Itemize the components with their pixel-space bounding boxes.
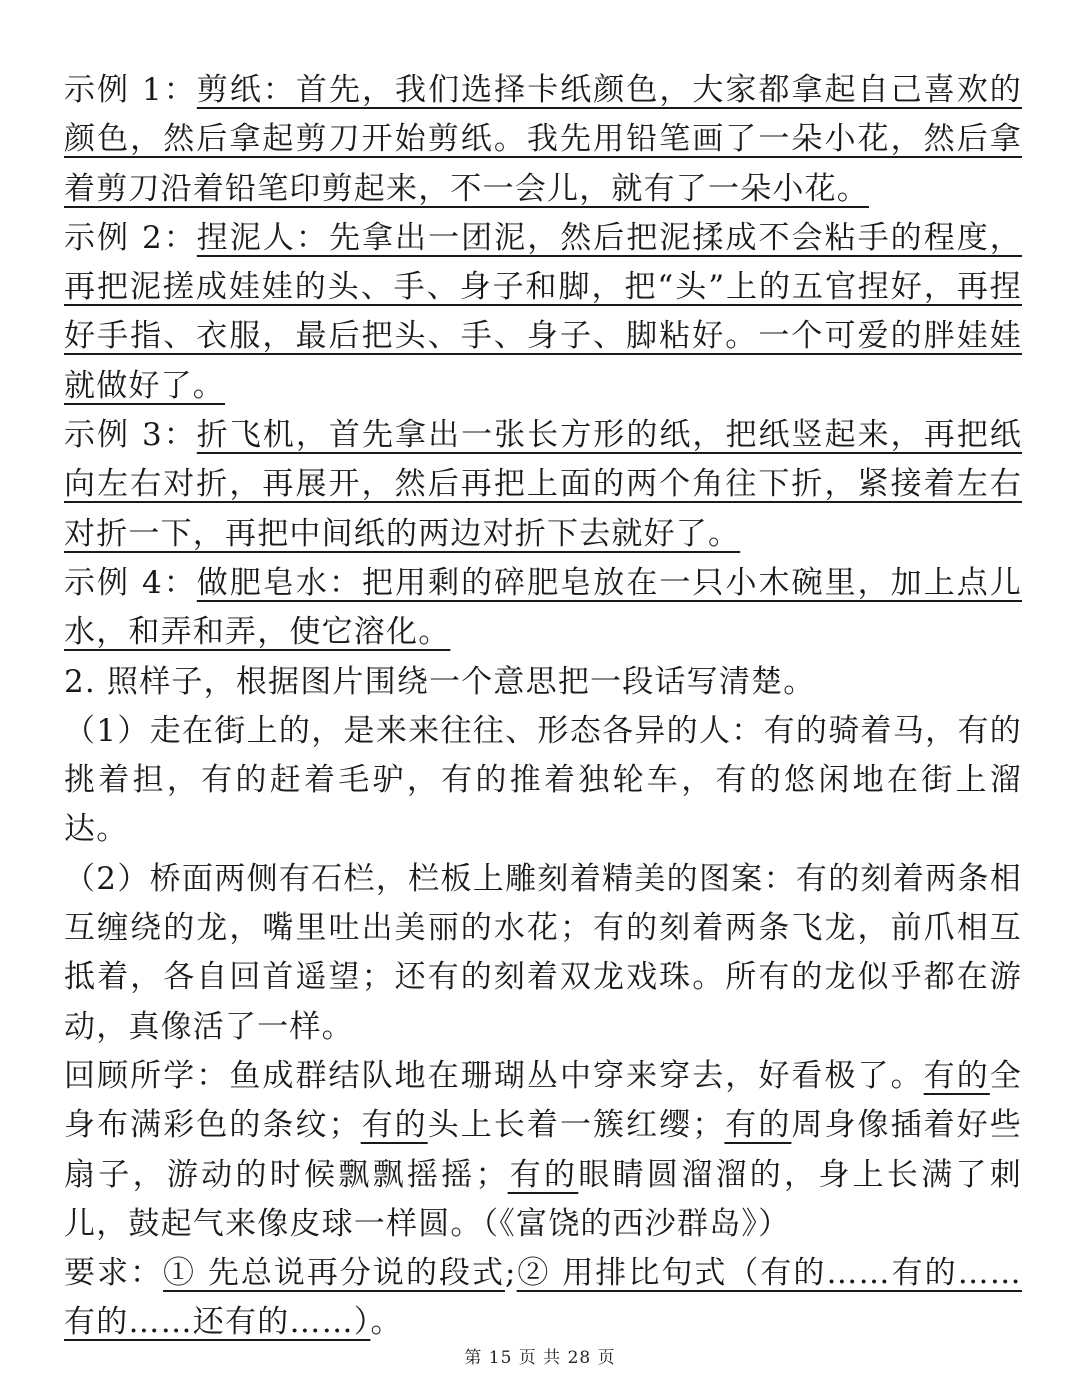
- example-2: [64, 214, 1022, 411]
- example-4-text: 做肥皂水：把用剩的碎肥皂放在一只小木碗里，加上点儿水，和弄和弄，使它溶化。: [64, 564, 1023, 651]
- review-sentence-4: 周身像插着好些扇子，游动的时候飘飘摇摇；: [64, 1107, 1022, 1193]
- example-3-label: 示例 3：: [64, 417, 197, 454]
- requirement-item-2: ② 用排比句式（有的……有的……有的……还有的……）: [64, 1255, 1022, 1341]
- review-sentence-5: 眼睛圆溜溜的，身上长满了刺儿，鼓起气来像皮球一样圆。（《富饶的西沙群岛》）: [64, 1156, 1022, 1242]
- requirement-item-1: ① 先总说再分说的段式: [163, 1255, 505, 1292]
- example-2-label: 示例 2：: [64, 219, 197, 256]
- review-paragraph: [64, 1052, 1022, 1249]
- example-1-label: 示例 1：: [64, 72, 197, 108]
- review-sentence-1: 鱼成群结队地在珊瑚丛中穿来穿去，好看极了。: [229, 1057, 924, 1094]
- page-number-footer: 第 15 页 共 28 页: [464, 1348, 616, 1368]
- review-label: 回顾所学：: [64, 1057, 230, 1094]
- review-sentence-3: 头上长着一簇红缨；: [427, 1107, 725, 1144]
- question-2-answer-1: （1）走在街上的，是来来往往、形态各异的人：有的骑着马，有的挑着担，有的赶着毛驴，有的推着独轮车，有的悠闲地在街上溜达。: [64, 712, 1022, 848]
- page-content: [64, 66, 1022, 1348]
- example-3: [64, 411, 1022, 559]
- requirement: [64, 1249, 1022, 1348]
- review-marker-3: 有的: [724, 1107, 792, 1144]
- requirement-label: 要求：: [64, 1255, 164, 1292]
- example-4: [64, 559, 1022, 658]
- example-4-label: 示例 4：: [64, 564, 197, 601]
- review-marker-2: 有的: [360, 1107, 428, 1144]
- review-marker-4: 有的: [507, 1156, 579, 1193]
- requirement-separator: ;: [504, 1255, 517, 1292]
- example-2-text: 捏泥人：先拿出一团泥，然后把泥揉成不会粘手的程度，再把泥搓成娃娃的头、手、身子和脚，把“头”上的五官捏好，再捏好手指、衣服，最后把头、手、身子、脚粘好。一个可爱的胖娃娃就做好了。: [64, 219, 1023, 404]
- example-1-text: 剪纸：首先，我们选择卡纸颜色，大家都拿起自己喜欢的颜色，然后拿起剪刀开始剪纸。我先用铅笔画了一朵小花，然后拿着剪刀沿着铅笔印剪起来，不一会儿，就有了一朵小花。: [64, 72, 1023, 207]
- example-1: [64, 66, 1022, 214]
- review-sentence-2: 全身布满彩色的条纹；: [64, 1057, 1023, 1144]
- question-2-title: 2. 照样子，根据图片围绕一个意思把一段话写清楚。: [64, 663, 816, 700]
- example-3-text: 折飞机，首先拿出一张长方形的纸，把纸竖起来，再把纸向左右对折，再展开，然后再把上面的两个角往下折，紧接着左右对折一下，再把中间纸的两边对折下去就好了。: [64, 417, 1023, 552]
- question-2-answer-2: （2）桥面两侧有石栏，栏板上雕刻着精美的图案：有的刻着两条相互缠绕的龙，嘴里吐出美丽的水花；有的刻着两条飞龙，前爪相互抵着，各自回首遥望；还有的刻着双龙戏珠。所有的龙似乎都在游动，真像活了一样。: [64, 860, 1022, 1045]
- review-marker-1: 有的: [923, 1057, 990, 1094]
- requirement-end: 。: [370, 1304, 403, 1341]
